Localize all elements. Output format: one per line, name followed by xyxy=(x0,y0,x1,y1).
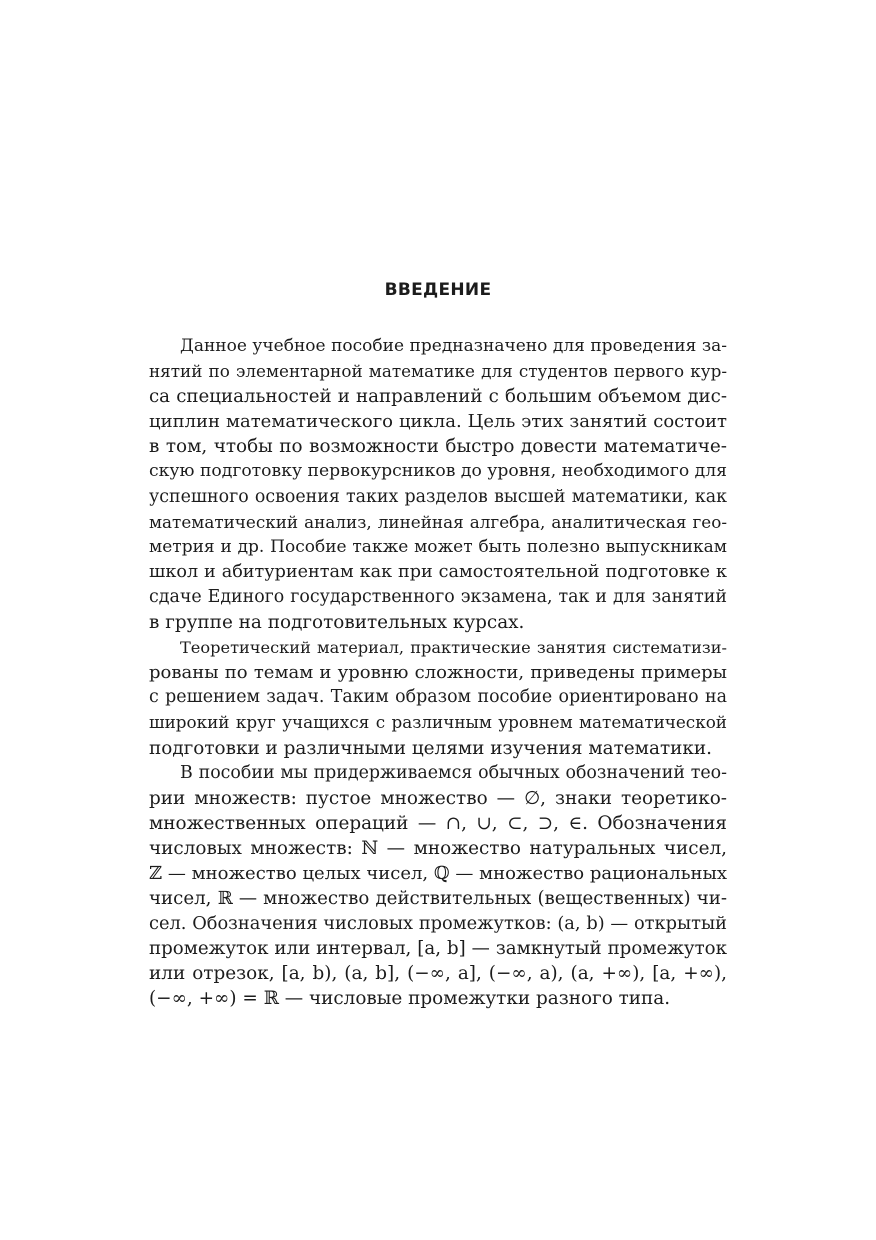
text-line: В пособии мы придерживаемся обычных обозначений тео- xyxy=(180,762,727,783)
text-line: множественных операций — ∩, ∪, ⊂, ⊃, ∈. Обозначения xyxy=(149,812,727,834)
text-line: рии множеств: пустое множество — ∅, знаки теоретико- xyxy=(149,787,727,809)
text-line: чисел, ℝ — множество действительных (вещественных) чи- xyxy=(149,888,727,910)
text-line: в группе на подготовительных курсах. xyxy=(149,612,525,634)
text-line: скую подготовку первокурсников до уровня, необходимого для xyxy=(149,461,727,482)
section-title: ВВЕДЕНИЕ xyxy=(384,280,492,300)
text-line: математический анализ, линейная алгебра, аналитическая гео- xyxy=(149,511,727,532)
text-line: нятий по элементарной математике для студентов первого кур- xyxy=(149,361,727,382)
text-line: с решением задач. Таким образом пособие ориентировано на xyxy=(149,687,727,708)
text-line: метрия и др. Пособие также может быть полезно выпускникам xyxy=(149,536,727,557)
paragraph-1 xyxy=(149,334,727,635)
text-line: Данное учебное пособие предназначено для проведения за- xyxy=(180,336,727,356)
text-line: (−∞, +∞) = ℝ — числовые промежутки разного типа. xyxy=(149,988,671,1010)
text-line: числовых множеств: ℕ — множество натуральных чисел, xyxy=(149,837,727,859)
text-line: подготовки и различными целями изучения математики. xyxy=(149,737,712,759)
text-line: в том, чтобы по возможности быстро довести математиче- xyxy=(149,436,727,458)
text-line: успешного освоения таких разделов высшей математики, как xyxy=(149,486,727,507)
text-line: рованы по темам и уровню сложности, приведены примеры xyxy=(149,662,727,684)
text-line: ℤ — множество целых чисел, ℚ — множество рациональных xyxy=(149,862,727,884)
text-line: сел. Обозначения числовых промежутков: (a, b) — открытый xyxy=(149,913,727,935)
text-line: сдаче Единого государственного экзамена, так и для занятий xyxy=(149,586,727,607)
text-line: промежуток или интервал, [a, b] — замкнутый промежуток xyxy=(149,938,727,960)
text-line: или отрезок, [a, b), (a, b], (−∞, a], (−∞, a), (a, +∞), [a, +∞), xyxy=(149,963,727,985)
paragraph-2 xyxy=(149,635,727,760)
text-line: са специальностей и направлений с большим объемом дис- xyxy=(149,386,727,408)
text-line: школ и абитуриентам как при самостоятельной подготовке к xyxy=(149,561,727,582)
body-text xyxy=(149,334,727,1012)
text-line: Теоретический материал, практические занятия систематизи- xyxy=(180,638,727,658)
text-line: широкий круг учащихся с различным уровнем математической xyxy=(149,712,727,733)
paragraph-3 xyxy=(149,761,727,1012)
text-line: циплин математического цикла. Цель этих занятий состоит xyxy=(149,411,727,433)
